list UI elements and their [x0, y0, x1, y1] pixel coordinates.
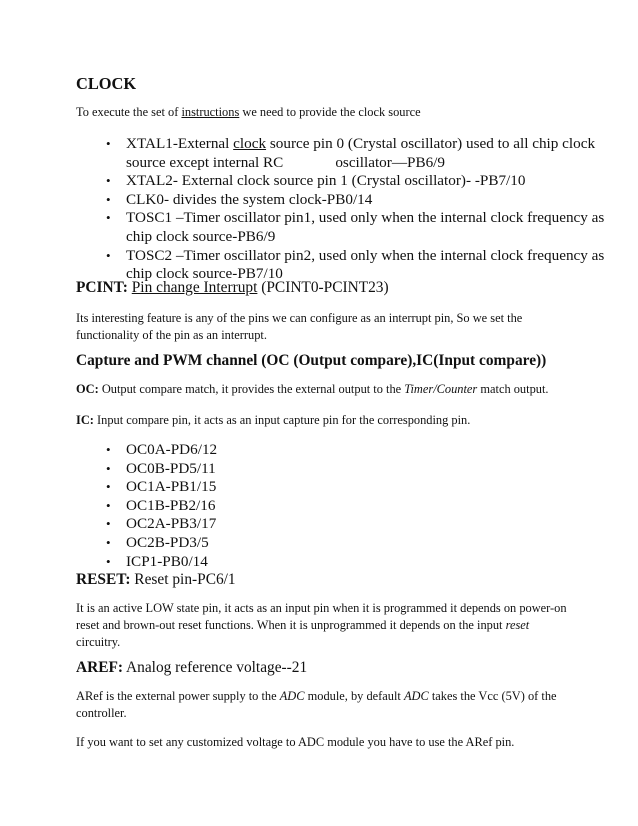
oc-paragraph: [76, 381, 576, 398]
clock-intro: [76, 104, 421, 121]
list-item: • XTAL2- External clock source pin 1 (Crystal oscillator)- -PB7/10: [110, 172, 610, 191]
reset-term: reset: [505, 618, 530, 632]
aref-label: AREF:: [76, 659, 124, 676]
aref-text-2: If you want to set any customized voltage to ADC module you have to use the ARef pin.: [76, 735, 515, 749]
reset-text-main: It is an active LOW state pin, it acts as an input pin when it is programmed it depends on power-on reset and brown-out reset functions. When it is unprogrammed it depends on the input: [76, 601, 567, 632]
adc-term: ADC: [403, 689, 429, 703]
list-item: • ICP1-PB0/14: [110, 553, 410, 572]
output-compare-pin-list: [76, 441, 410, 571]
aref-text-a: ARef is the external power supply to the: [76, 689, 280, 703]
clock-heading: CLOCK: [76, 74, 137, 93]
list-item: [110, 135, 610, 172]
clock-source-list: [76, 135, 610, 284]
list-item: • OC0B-PD5/11: [110, 460, 410, 479]
clock-intro-post: we need to provide the clock source: [239, 105, 421, 119]
aref-heading: [76, 659, 307, 677]
list-item: • OC1A-PB1/15: [110, 478, 410, 497]
reset-text: [76, 600, 568, 651]
list-item: • TOSC2 –Timer oscillator pin2, used only when the internal clock frequency as chip clock source-PB7/10: [110, 247, 610, 284]
clock-link[interactable]: clock: [233, 135, 267, 152]
list-item: • OC2B-PD3/5: [110, 534, 410, 553]
ic-label: IC:: [76, 413, 94, 427]
instructions-link[interactable]: instructions: [181, 105, 240, 119]
timer-counter-term: Timer/Counter: [404, 382, 478, 396]
list-item: • OC2A-PB3/17: [110, 515, 410, 534]
pin-change-interrupt-link[interactable]: Pin change Interrupt: [131, 279, 258, 296]
list-item: • CLK0- divides the system clock-PB0/14: [110, 191, 610, 210]
aref-text-b: module, by default: [304, 689, 404, 703]
oc-text: Output compare match, it provides the external output to the: [98, 382, 405, 396]
clock-intro-pre: To execute the set of: [76, 105, 182, 119]
capture-heading: Capture and PWM channel (OC (Output compare),IC(Input compare)): [76, 352, 547, 369]
list-item-text: XTAL1-External: [126, 135, 234, 152]
reset-heading: [76, 571, 236, 589]
list-item-text: source pin 0 (Crystal oscillator) used to all chip clock source except internal RC: [126, 135, 596, 171]
pcint-label: PCINT:: [76, 279, 128, 296]
list-item: • OC1B-PB2/16: [110, 497, 410, 516]
aref-text-c: takes the Vcc (5V) of the controller.: [76, 689, 557, 720]
list-item: • OC0A-PD6/12: [110, 441, 410, 460]
ic-text: Input compare pin, it acts as an input capture pin for the corresponding pin.: [93, 413, 471, 427]
ic-paragraph: [76, 412, 576, 429]
oc-text-end: match output.: [477, 382, 549, 396]
list-item-text: oscillator—PB6/9: [335, 153, 445, 171]
aref-text: [76, 688, 568, 722]
list-item: • TOSC1 –Timer oscillator pin1, used only when the internal clock frequency as chip clock source-PB6/9: [110, 209, 610, 246]
reset-text-end: circuitry.: [76, 635, 121, 649]
oc-label: OC:: [76, 382, 99, 396]
pcint-text: Its interesting feature is any of the pins we can configure as an interrupt pin, So we set the functionality of the pin as an interrupt.: [76, 311, 523, 342]
pcint-range: (PCINT0-PCINT23): [257, 279, 389, 296]
aref-title: Analog reference voltage--21: [123, 659, 308, 676]
adc-term: ADC: [279, 689, 305, 703]
reset-title: Reset pin-PC6/1: [130, 571, 236, 588]
pcint-heading: [76, 279, 389, 297]
reset-label: RESET:: [76, 571, 131, 588]
